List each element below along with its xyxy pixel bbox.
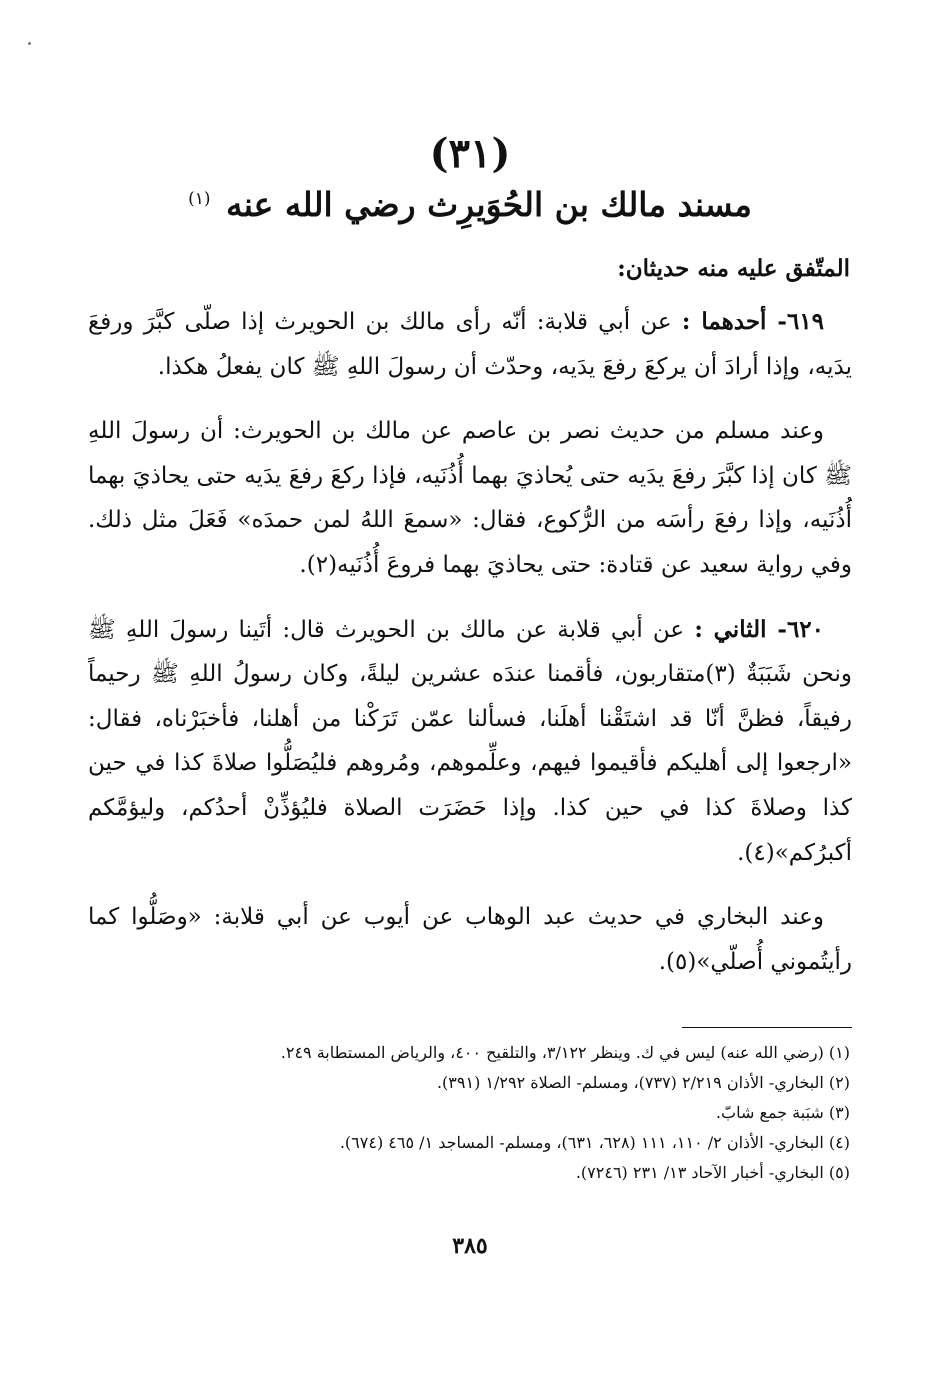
paragraph-text: عن أبي قلابة: أنّه رأى مالك بن الحويرث إذا صلّى كبَّرَ ورفعَ يدَيه، وإذا أرادَ أن يركعَ رفعَ يدَيه، وحدّث أن رسولَ اللهِ ﷺ كان يفعلُ هكذا.	[88, 309, 852, 380]
paragraph-text: وعند مسلم من حديث نصر بن عاصم عن مالك بن الحويرث: أن رسولَ اللهِ ﷺ كان إذا كبَّرَ رفعَ يدَيه حتى يُحاذيَ بهما أُذُنَيه، فإذا ركعَ رفعَ يدَيه حتى يحاذيَ بهما أُذُنَيه، وإذا رفعَ رأسَه من الرُّكوع، فقال: «سمعَ اللهُ لمن حمدَه» فَعَلَ مثل ذلك. وفي رواية سعيد عن قتادة: حتى يحاذيَ بهما فروعَ أُذُنَيه(٢).	[88, 418, 852, 578]
commentary-paragraph	[88, 409, 852, 587]
main-text	[88, 300, 852, 1004]
chapter-number: (٣١)	[429, 130, 511, 177]
hadith-paragraph	[88, 300, 852, 389]
chapter-title-text: مسند مالك بن الحُوَيرِث رضي الله عنه	[226, 185, 752, 224]
page-number: ٣٨٥	[452, 1233, 488, 1259]
hadith-number: ٦١٩- أحدهما :	[681, 308, 824, 335]
hadith-paragraph	[88, 608, 852, 876]
chapter-title-footnote-ref: (١)	[188, 189, 211, 209]
footnote: (٣) شبَبة جمع شابّ.	[715, 1103, 850, 1122]
commentary-paragraph	[88, 895, 852, 984]
footnotes	[90, 1038, 850, 1188]
paragraph-text: وعند البخاري في حديث عبد الوهاب عن أيوب عن أبي قلابة: «وصَلُّوا كما رأيتُموني أُصلّي»(٥).	[88, 904, 852, 975]
footnote: (٥) البخاري- أخبار الآحاد ١٣/ ٢٣١ (٧٢٤٦).	[575, 1163, 850, 1182]
footnote: (٤) البخاري- الأذان ٢/ ١١٠، ١١١ (٦٢٨، ٦٣١)، ومسلم- المساجد ١/ ٤٦٥ (٦٧٤).	[339, 1133, 850, 1152]
footnote: (٢) البخاري- الأذان ٢/٢١٩ (٧٣٧)، ومسلم- الصلاة ١/٢٩٢ (٣٩١).	[436, 1073, 850, 1092]
hadith-number: ٦٢٠- الثاني :	[694, 615, 825, 643]
footnote: (١) (رضي الله عنه) ليس في ك. وينظر ٣/١٢٢، والتلقيح ٤٠٠، والرياض المستطابة ٢٤٩.	[280, 1043, 850, 1062]
footnote-separator	[682, 1027, 852, 1028]
section-subheading: المتّفق عليه منه حديثان:	[617, 255, 850, 282]
scan-speck	[28, 42, 31, 45]
paragraph-text: عن أبي قلابة عن مالك بن الحويرث قال: أتَينا رسولَ اللهِ ﷺ ونحن شَبَبَةٌ (٣)متقاربون، فأقمنا عندَه عشرين ليلةً، وكان رسولُ اللهِ ﷺ رحيماً رفيقاً، فظنَّ أنّا قد اشتَقْنا أهلَنا، فسألنا عمّن تَرَكْنا من أهلنا، فأخبَرْناه، فقال: «ارجعوا إلى أهليكم فأقيموا فيهم، وعلِّموهم، ومُروهم فليُصَلُّوا صلاةَ كذا في حين كذا وصلاةَ كذا في حين كذا. وإذا حَضَرَت الصلاة فليُؤذِّنْ أحدُكم، وليؤمَّكم أكبرُكم»(٤).	[88, 616, 852, 866]
chapter-title	[0, 185, 940, 224]
